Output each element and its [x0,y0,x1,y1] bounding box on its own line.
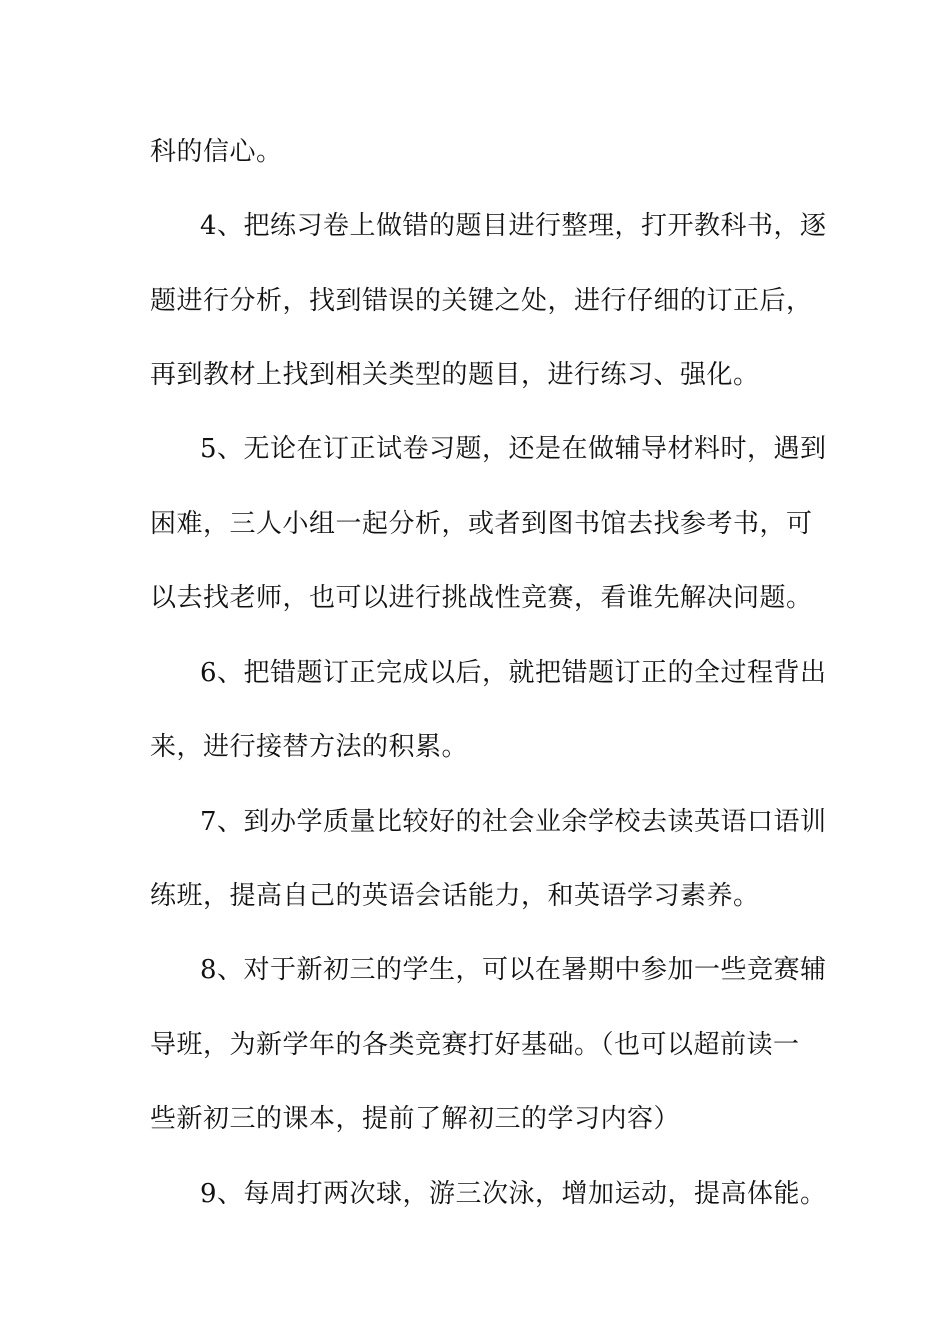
text-line: 4、把练习卷上做错的题目进行整理，打开教科书，逐 [200,211,827,241]
text-line: 以去找老师，也可以进行挑战性竞赛，看谁先解决问题。 [150,583,813,613]
text-line: 练班，提高自己的英语会话能力，和英语学习素养。 [150,881,760,911]
text-line: 困难，三人小组一起分析，或者到图书馆去找参考书，可 [150,509,813,539]
text-line: 9、每周打两次球，游三次泳，增加运动，提高体能。 [200,1179,827,1209]
text-line: 来，进行接替方法的积累。 [150,732,469,762]
text-line: 8、对于新初三的学生，可以在暑期中参加一些竞赛辅 [200,955,827,985]
text-line: 7、到办学质量比较好的社会业余学校去读英语口语训 [200,807,827,837]
text-line: 些新初三的课本，提前了解初三的学习内容） [150,1104,681,1134]
text-line: 5、无论在订正试卷习题，还是在做辅导材料时，遇到 [200,434,827,464]
text-line: 再到教材上找到相关类型的题目，进行练习、强化。 [150,360,760,390]
text-line: 题进行分析，找到错误的关键之处，进行仔细的订正后， [150,286,813,316]
text-line: 科的信心。 [150,137,283,167]
text-line: 导班，为新学年的各类竞赛打好基础。（也可以超前读一 [150,1030,800,1060]
text-line: 6、把错题订正完成以后，就把错题订正的全过程背出 [200,658,827,688]
